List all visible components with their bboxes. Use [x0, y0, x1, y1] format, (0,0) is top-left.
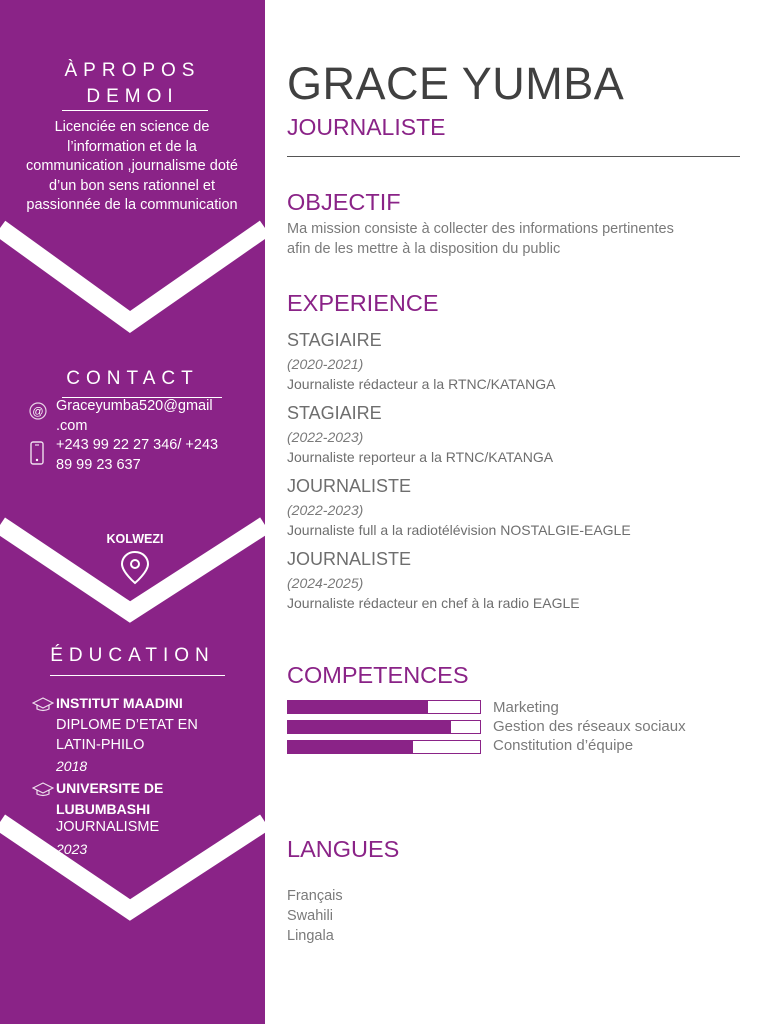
- experience-item: [287, 548, 747, 612]
- contact-title: CONTACT: [66, 368, 199, 389]
- objective-line1: Ma mission consiste à collecter des informations pertinentes: [287, 221, 674, 237]
- objective-line2: afin de les mettre à la disposition du public: [287, 241, 561, 257]
- location-pin-icon: [119, 550, 151, 586]
- education-year: 2018: [56, 758, 88, 774]
- about-title-line2: DEMOI: [86, 86, 179, 107]
- graduation-cap-icon: [32, 780, 56, 801]
- experience-item: [287, 329, 747, 393]
- experience-period: (2022-2023): [287, 502, 364, 518]
- experience-job-title: JOURNALISTE: [287, 476, 412, 496]
- experience-period: (2024-2025): [287, 575, 364, 591]
- job-title: JOURNALISTE: [287, 114, 446, 140]
- education-school: INSTITUT MAADINI: [56, 695, 183, 711]
- skill-label: Marketing: [493, 699, 559, 716]
- education-item-2: [32, 780, 252, 860]
- experience-title: EXPERIENCE: [287, 290, 439, 316]
- sidebar: [0, 0, 265, 1024]
- phone-line2: 89 99 23 637: [56, 456, 141, 473]
- education-school: UNIVERSITE DE: [56, 780, 164, 796]
- language-item: Français: [287, 888, 343, 904]
- education-degree-line2: LATIN-PHILO: [56, 736, 145, 753]
- experience-description: Journaliste reporteur a la RTNC/KATANGA: [287, 449, 554, 465]
- phone-line1: +243 99 22 27 346/ +243: [56, 437, 219, 453]
- about-text: Licenciée en science de l’information et de la communication ,journalisme doté d’un bon sens rationnel et passionnée de la communication: [26, 119, 238, 213]
- education-year: 2023: [56, 840, 88, 857]
- education-degree-line1: DIPLOME D’ETAT EN: [56, 717, 198, 733]
- full-name: GRACE YUMBA: [287, 58, 625, 109]
- contact-phone: [28, 436, 248, 475]
- experience-job-title: STAGIAIRE: [287, 330, 382, 350]
- phone-icon: [28, 436, 56, 475]
- experience-period: (2022-2023): [287, 429, 364, 445]
- skill-bar-fill: [288, 701, 428, 713]
- about-title-rule: [62, 110, 208, 111]
- skill-bar-fill: [288, 741, 413, 753]
- education-title: ÉDUCATION: [50, 645, 215, 666]
- location-label: KOLWEZI: [106, 532, 164, 546]
- header-divider: [287, 156, 740, 157]
- skill-bar: [287, 740, 481, 754]
- objective-title: OBJECTIF: [287, 189, 401, 215]
- experience-job-title: JOURNALISTE: [287, 549, 412, 569]
- contact-email: [28, 397, 248, 436]
- experience-item: [287, 475, 747, 539]
- skill-bar-fill: [288, 721, 451, 733]
- skill-bar: [287, 700, 481, 714]
- education-school-line2: LUBUMBASHI: [56, 801, 151, 817]
- language-item: Swahili: [287, 908, 333, 924]
- experience-item: [287, 402, 747, 466]
- experience-description: Journaliste full a la radiotélévision NOSTALGIE-EAGLE: [287, 522, 631, 538]
- graduation-cap-icon: [32, 695, 56, 716]
- email-line1: Graceyumba520@gmail: [56, 398, 213, 414]
- language-item: Lingala: [287, 928, 334, 944]
- education-title-rule: [50, 675, 225, 676]
- experience-description: Journaliste rédacteur a la RTNC/KATANGA: [287, 376, 556, 392]
- experience-period: (2020-2021): [287, 356, 364, 372]
- languages-title: LANGUES: [287, 836, 400, 862]
- about-title-line1: ÀPROPOS: [64, 60, 201, 81]
- skills-title: COMPETENCES: [287, 662, 469, 688]
- skill-label: Constitution d’équipe: [493, 737, 634, 754]
- experience-description: Journaliste rédacteur en chef à la radio EAGLE: [287, 595, 580, 611]
- education-degree-line1: JOURNALISME: [56, 819, 160, 835]
- at-icon: [28, 397, 56, 436]
- skill-label: Gestion des réseaux sociaux: [493, 718, 686, 735]
- svg-text:@: @: [32, 406, 44, 418]
- objective-text: [287, 219, 747, 259]
- email-line2: .com: [56, 417, 88, 434]
- skill-bar: [287, 720, 481, 734]
- experience-job-title: STAGIAIRE: [287, 403, 382, 423]
- education-item-1: [32, 695, 252, 777]
